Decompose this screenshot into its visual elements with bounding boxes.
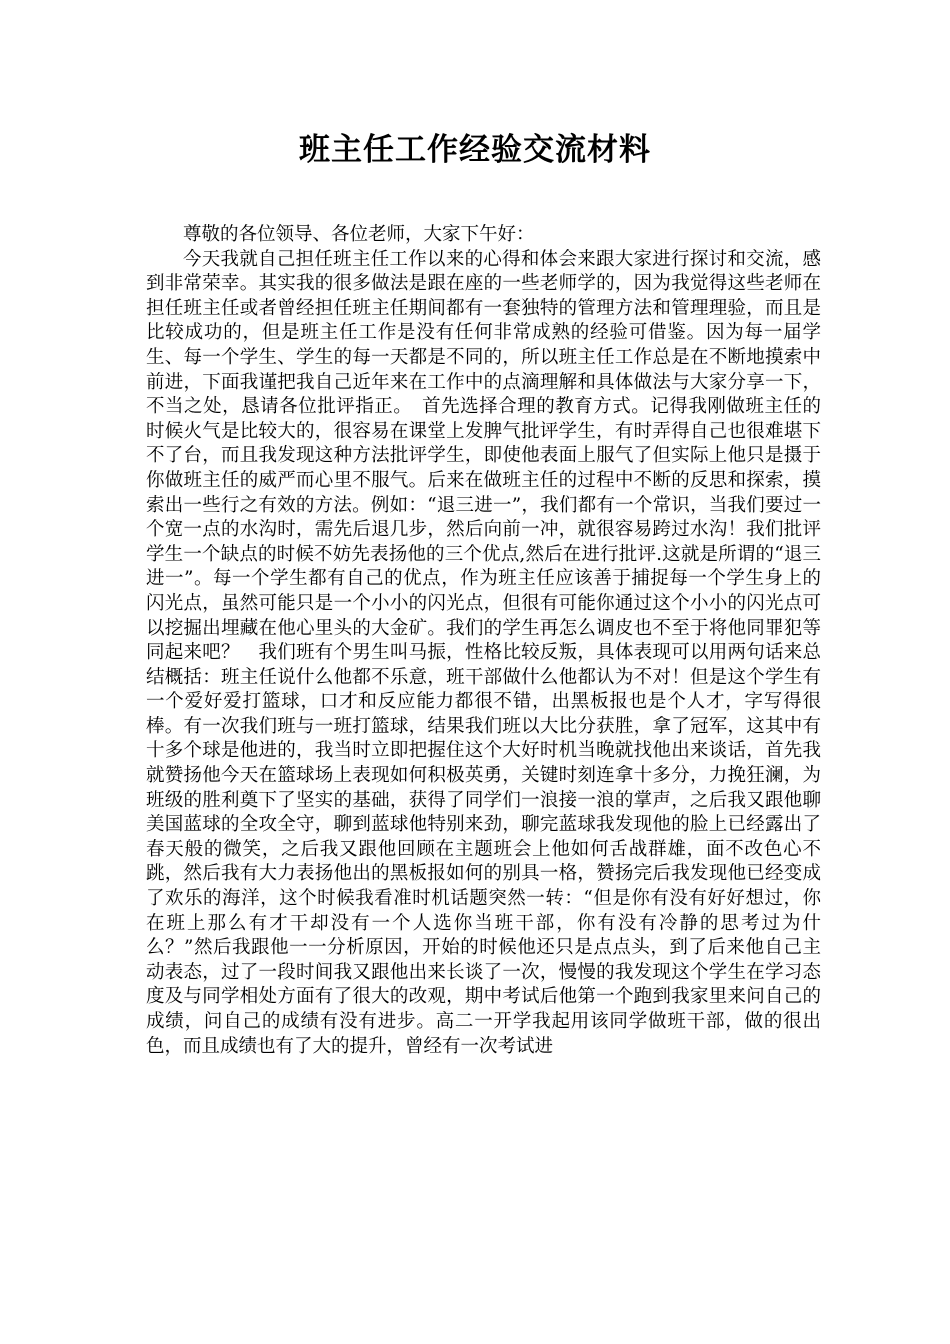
greeting-paragraph: 尊敬的各位领导、各位老师，大家下午好： — [183, 224, 535, 245]
body-paragraph: 今天我就自己担任班主任工作以来的心得和体会来跟大家进行探讨和交流，感到非常荣幸。其实我的很多做法是跟在座的一些老师学的，因为我觉得这些老师在担任班主任或者曾经担任班主任期间都有一套独特的管理方法和管理理验，而且是比较成功的，但是班主任工作是没有任何非常成熟的经验可借鉴。因为每一届学生、每一个学生、学生的每一天都是不同的，所以班主任工作总是在不断地摸索中前进，下面我谨把我自己近年来在工作中的点滴理解和具体做法与大家分享一下，不当之处，恳请各位批评指正。 首先选择合理的教育方式。记得我刚做班主任的时候火气是比较大的，很容易在课堂上发脾气批评学生，有时弄得自己也很难堪下不了台，而且我发现这种方法批评学生，即使他表面上服气了但实际上他只是摄于你做班主任的威严而心里不服气。后来在做班主任的过程中不断的反思和探索，摸索出一些行之有效的方法。例如：“退三进一”，我们都有一个常识，当我们要过一个宽一点的水沟时，需先后退几步，然后向前一冲，就很容易跨过水沟！我们批评学生一个缺点的时候不妨先表扬他的三个优点,然后在进行批评.这就是所谓的“退三进一”。每一个学生都有自己的优点，作为班主任应该善于捕捉每一个学生身上的闪光点，虽然可能只是一个小小的闪光点，但很有可能你通过这个小小的闪光点可以挖掘出埋藏在他心里头的大金矿。我们的学生再怎么调皮也不至于将他同罪犯等同起来吧？ 我们班有个男生叫马振，性格比较反叛，具体表现可以用两句话来总结概括：班主任说什么他都不乐意，班干部做什么他都认为不对！但是这个学生有一个爱好爱打篮球，口才和反应能力都很不错，出黑板报也是个人才，字写得很棒。有一次我们班与一班打篮球，结果我们班以大比分获胜，拿了冠军，这其中有十多个球是他进的，我当时立即把握住这个大好时机当晚就找他出来谈话，首先我就赞扬他今天在篮球场上表现如何积极英勇，关键时刻连拿十多分，力挽狂澜，为班级的胜利奠下了坚实的基础，获得了同学们一浪接一浪的掌声，之后我又跟他聊美国蓝球的全攻全守，聊到蓝球他特别来劲，聊完蓝球我发现他的脸上已经露出了春天般的微笑，之后我又跟他回顾在主题班会上他如何舌战群雄，面不改色心不跳，然后我有大力表扬他出的黑板报如何的别具一格，赞扬完后我发现他已经变成了欢乐的海洋，这个时候我看准时机话题突然一转：“但是你有没有好好想过，你在班上那么有才干却没有一个人选你当班干部，你有没有冷静的思考过为什么？”然后我跟他一一分析原因，开始的时候他还只是点点头，到了后来他自己主动表态，过了一段时间我又跟他出来长谈了一次，慢慢的我发现这个学生在学习态度及与同学相处方面有了很大的改观，期中考试后他第一个跑到我家里来问自己的成绩，问自己的成绩有没有进步。高二一开学我起用该同学做班干部，做的很出色，而且成绩也有了大的提升，曾经有一次考试进 — [146, 248, 821, 1057]
document-title: 班主任工作经验交流材料 — [299, 132, 651, 168]
document-body — [146, 223, 821, 1059]
